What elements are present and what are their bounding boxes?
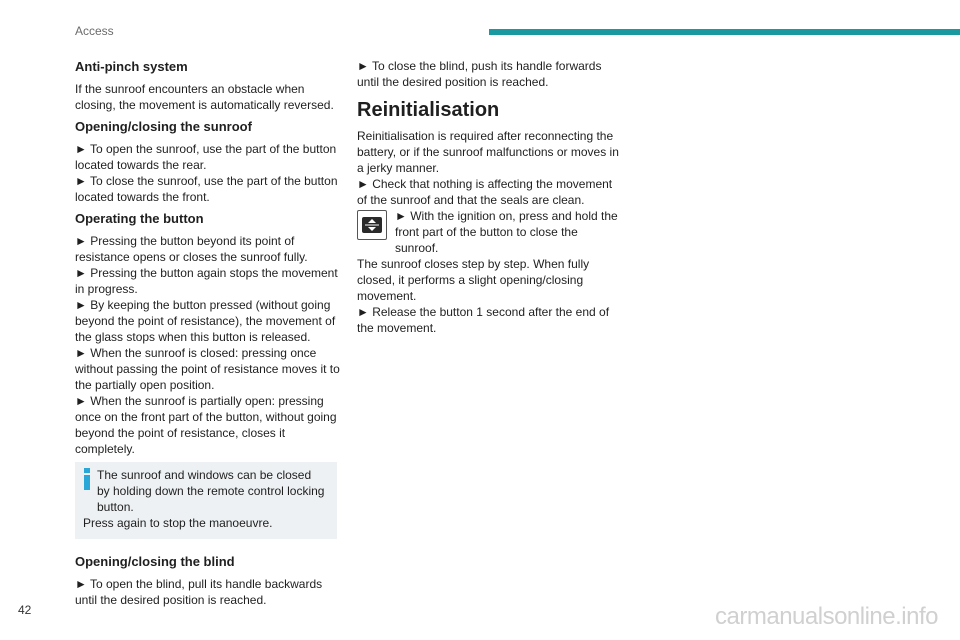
instruction: ► Check that nothing is affecting the movement of the sunroof and that the seals are clean. <box>357 177 613 207</box>
instruction: ► Pressing the button again stops the movement in progress. <box>75 266 338 296</box>
note-text: Press again to stop the manoeuvre. <box>83 516 273 530</box>
heading-opening-closing-blind: Opening/closing the blind <box>75 554 235 569</box>
right-column <box>357 58 619 341</box>
info-note <box>75 462 337 539</box>
instruction: ► When the sunroof is partially open: pressing once on the front part of the button, without going beyond the point of resistance, closes it completely. <box>75 394 337 456</box>
section-title: Access <box>75 24 114 38</box>
note-text: The sunroof and windows can be closed by holding down the remote control locking button. <box>97 468 325 514</box>
instruction: ► To close the blind, push its handle forwards until the desired position is reached. <box>357 59 602 89</box>
instruction: ► By keeping the button pressed (without going beyond the point of resistance), the movement of the glass stops when this button is released. <box>75 298 336 344</box>
instruction: ► With the ignition on, press and hold the front part of the button to close the sunroof. <box>395 209 618 255</box>
instruction: ► To open the sunroof, use the part of the button located towards the rear. <box>75 142 337 172</box>
instruction: ► Release the button 1 second after the end of the movement. <box>357 305 610 335</box>
heading-anti-pinch: Anti-pinch system <box>75 59 188 74</box>
sunroof-button-icon <box>357 210 387 240</box>
header-accent-bar <box>489 29 960 35</box>
instruction: ► To close the sunroof, use the part of the button located towards the front. <box>75 174 338 204</box>
instruction: ► To open the blind, pull its handle backwards until the desired position is reached. <box>75 577 323 607</box>
instruction: ► Pressing the button beyond its point of resistance opens or closes the sunroof fully. <box>75 234 308 264</box>
page-number: 42 <box>18 603 32 617</box>
paragraph: Reinitialisation is required after reconnecting the battery, or if the sunroof malfunctions or moves in a jerky manner. <box>357 129 619 175</box>
paragraph: The sunroof closes step by step. When fully closed, it performs a slight opening/closing movement. <box>357 257 590 303</box>
instruction-with-icon <box>357 208 619 256</box>
heading-operating-button: Operating the button <box>75 211 204 226</box>
heading-reinitialisation: Reinitialisation <box>357 99 500 121</box>
info-icon <box>83 468 91 490</box>
left-column <box>75 58 343 613</box>
paragraph: If the sunroof encounters an obstacle when closing, the movement is automatically reversed. <box>75 82 334 112</box>
watermark: carmanualsonline.info <box>715 603 938 630</box>
instruction: ► When the sunroof is closed: pressing once without passing the point of resistance moves it to the partially open position. <box>75 346 340 392</box>
heading-opening-closing-sunroof: Opening/closing the sunroof <box>75 119 252 134</box>
